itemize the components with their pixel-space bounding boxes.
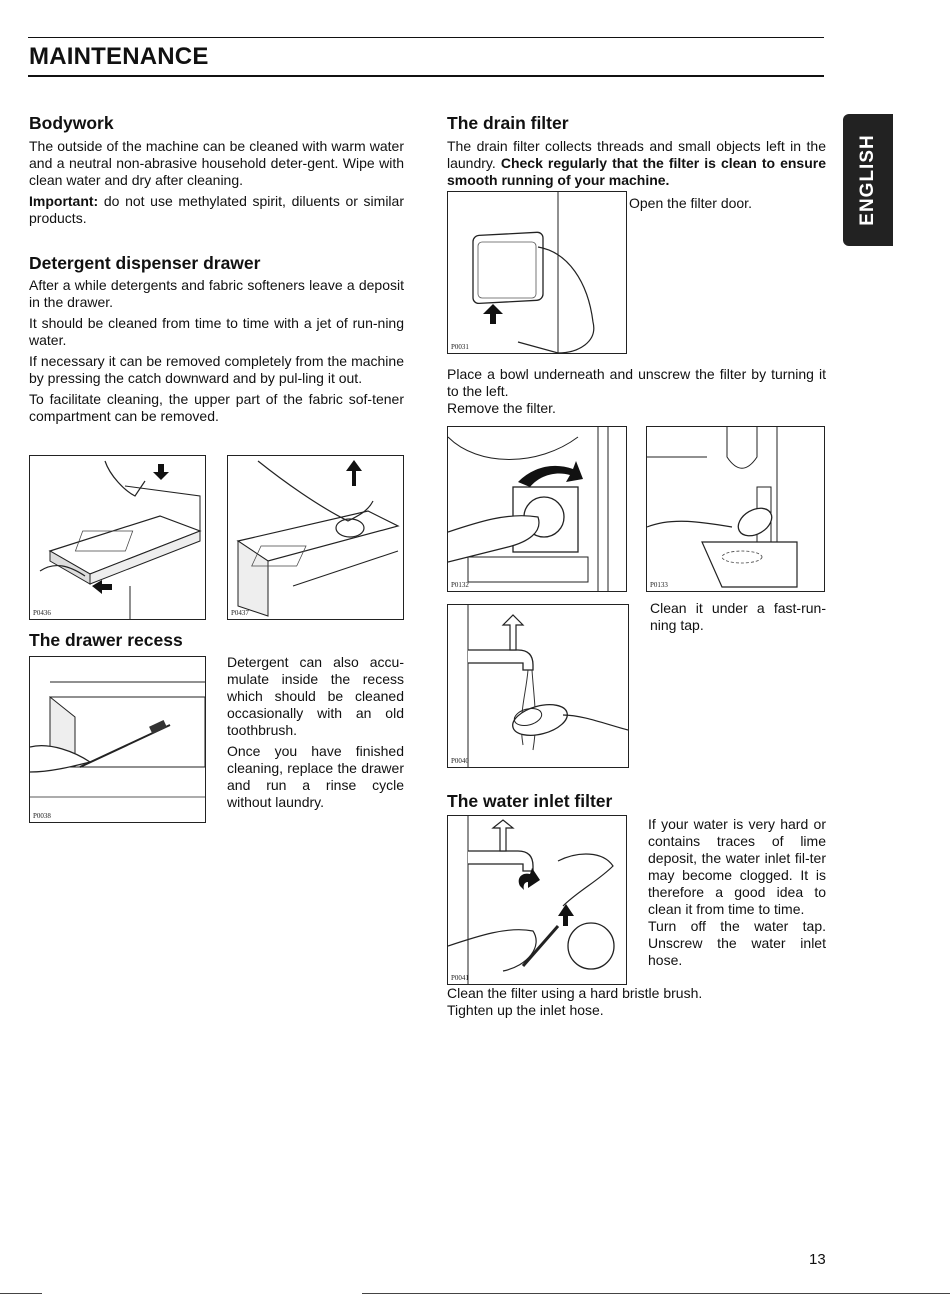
page-number: 13 [809,1251,826,1268]
bodywork-heading: Bodywork [29,113,114,133]
figure-drawer-removal [29,455,206,620]
open-filter-door-illustration [448,192,626,353]
inlet-filter-illustration [448,816,626,984]
figure-code: P0437 [231,609,249,617]
dispenser-paragraph-3: If necessary it can be removed completely from the machine by pressing the catch downward and by pul-ling it out. [29,353,404,386]
language-tab [843,114,893,246]
dispenser-paragraph-2: It should be cleaned from time to time with a jet of run-ning water. [29,315,404,348]
drawer-removal-illustration [30,456,205,619]
softener-removal-illustration [228,456,403,619]
figure-open-filter-door [447,191,627,354]
inlet-paragraph-1: If your water is very hard or contains traces of lime deposit, the water inlet fil-ter may become clogged. It is therefore a good idea to clean it from time to time. [648,816,826,917]
inlet-paragraph-2: Turn off the water tap. Unscrew the water inlet hose. [648,918,826,968]
figure-unscrew-filter [447,426,627,592]
unscrew-filter-illustration [448,427,626,591]
figure-recess-cleaning [29,656,206,823]
recess-paragraph-1: Detergent can also accu-mulate inside the recess which should be cleaned occasionally with an old toothbrush. [227,654,404,738]
figure-code: P0038 [33,812,51,820]
drain-step-3: Clean it under a fast-run-ning tap. [650,600,826,633]
bodywork-text [29,138,404,231]
remove-filter-illustration [647,427,824,591]
inlet-heading: The water inlet filter [447,791,613,811]
important-text: do not use methylated spirit, diluents or similar products. [29,193,404,226]
bodywork-paragraph: The outside of the machine can be cleaned with warm water and a neutral non-abrasive household deter-gent. Wipe with clean water and dry after cleaning. [29,138,404,188]
drain-heading: The drain filter [447,113,569,133]
rinse-filter-illustration [448,605,628,767]
drain-step-2 [447,366,826,417]
figure-code: P0436 [33,609,51,617]
dispenser-text [29,277,404,429]
recess-paragraph-2: Once you have finished cleaning, replace the drawer and run a rinse cycle without laundry. [227,743,404,810]
figure-code: P0040 [451,757,469,765]
inlet-paragraph-4: Tighten up the inlet hose. [447,1002,604,1018]
figure-code: P0132 [451,581,469,589]
header-bottom-rule [28,75,824,77]
drain-intro-bold: Check regularly that the filter is clean to ensure smooth running of your machine. [447,155,826,188]
bodywork-important [29,193,404,227]
figure-rinse-filter [447,604,629,768]
drain-step-2b: Remove the filter. [447,400,556,416]
important-label: Important: [29,193,99,209]
figure-code: P0031 [451,343,469,351]
drain-step-1: Open the filter door. [629,195,752,211]
header-top-rule [28,37,824,38]
drain-step-2a: Place a bowl underneath and unscrew the filter by turning it to the left. [447,366,826,399]
recess-text [227,654,404,815]
drain-intro-text: The drain filter collects threads and small objects left in the laundry. [447,138,826,171]
figure-code: P0133 [650,581,668,589]
dispenser-paragraph-4: To facilitate cleaning, the upper part of the fabric sof-tener compartment can be removed. [29,391,404,424]
page-title: MAINTENANCE [29,43,209,70]
inlet-paragraph-3: Clean the filter using a hard bristle brush. [447,985,703,1001]
figure-remove-filter [646,426,825,592]
inlet-final-text [447,985,826,1019]
language-tab-label: ENGLISH [857,134,878,226]
drain-intro [447,138,826,189]
dispenser-paragraph-1: After a while detergents and fabric softeners leave a deposit in the drawer. [29,277,404,310]
dispenser-heading: Detergent dispenser drawer [29,253,261,273]
recess-cleaning-illustration [30,657,205,822]
footer-rule-right [362,1293,950,1294]
inlet-text [648,816,826,973]
figure-inlet-filter [447,815,627,985]
figure-softener-removal [227,455,404,620]
figure-code: P0041 [451,974,469,982]
recess-heading: The drawer recess [29,630,183,650]
footer-rule-left [0,1293,42,1294]
